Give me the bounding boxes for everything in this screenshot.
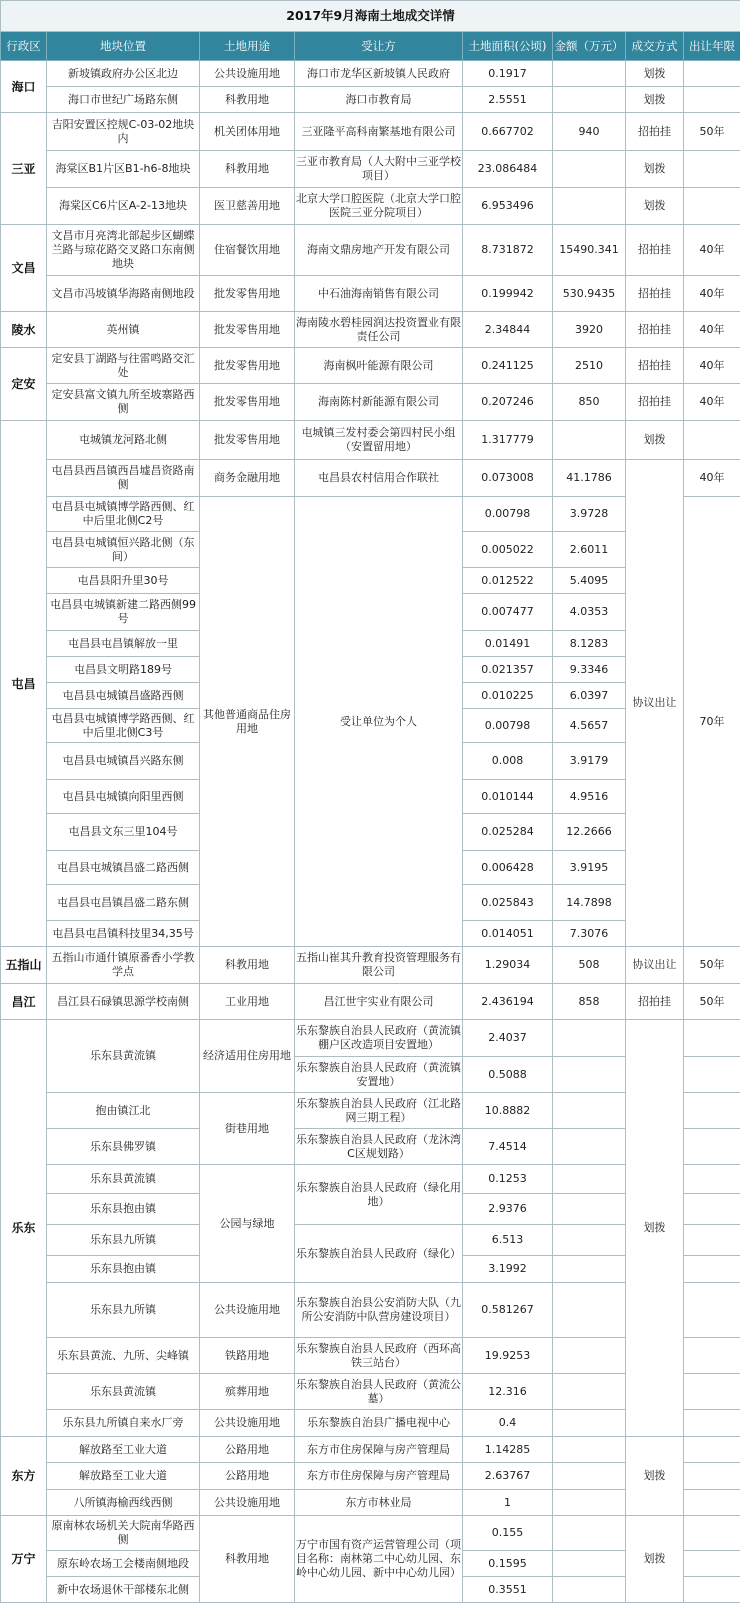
location-cell: 屯昌县屯城镇昌盛路西侧 bbox=[47, 683, 200, 709]
table-row bbox=[1, 984, 740, 1020]
district-cell: 定安 bbox=[1, 348, 47, 421]
table-row bbox=[1, 384, 740, 421]
location-cell: 原南林农场机关大院南华路西侧 bbox=[47, 1516, 200, 1551]
column-header-area: 土地面积(公顷) bbox=[463, 32, 553, 61]
area-cell: 0.155 bbox=[463, 1516, 553, 1551]
amount-cell bbox=[553, 1020, 626, 1057]
term-cell bbox=[684, 1463, 740, 1490]
amount-cell bbox=[553, 1410, 626, 1437]
table-row bbox=[1, 421, 740, 460]
land-use-cell: 殡葬用地 bbox=[200, 1374, 295, 1410]
location-cell: 解放路至工业大道 bbox=[47, 1437, 200, 1463]
location-cell: 乐东县佛罗镇 bbox=[47, 1129, 200, 1165]
amount-cell: 3.9728 bbox=[553, 497, 626, 532]
table-row bbox=[1, 188, 740, 225]
amount-cell: 4.0353 bbox=[553, 594, 626, 631]
location-cell: 乐东县黄流、九所、尖峰镇 bbox=[47, 1338, 200, 1374]
transferee-cell: 乐东黎族自治县广播电视中心 bbox=[295, 1410, 463, 1437]
term-cell: 50年 bbox=[684, 984, 740, 1020]
term-cell: 50年 bbox=[684, 113, 740, 151]
transferee-cell: 乐东黎族自治县人民政府（西环高铁三站台） bbox=[295, 1338, 463, 1374]
location-cell: 乐东县抱由镇 bbox=[47, 1194, 200, 1225]
amount-cell bbox=[553, 1283, 626, 1338]
transferee-cell: 乐东黎族自治县人民政府（绿化用地） bbox=[295, 1165, 463, 1225]
table-row bbox=[1, 225, 740, 276]
land-use-cell: 科教用地 bbox=[200, 1516, 295, 1603]
area-cell: 0.00798 bbox=[463, 709, 553, 743]
term-cell bbox=[684, 1165, 740, 1194]
transferee-cell: 乐东黎族自治县公安消防大队（九所公安消防中队营房建设项目） bbox=[295, 1283, 463, 1338]
location-cell: 屯城镇龙河路北侧 bbox=[47, 421, 200, 460]
table-row bbox=[1, 1516, 740, 1551]
land-use-cell: 住宿餐饮用地 bbox=[200, 225, 295, 276]
transaction-method-cell: 招拍挂 bbox=[626, 348, 684, 384]
term-cell: 40年 bbox=[684, 276, 740, 312]
column-header-amount: 金额（万元） bbox=[553, 32, 626, 61]
term-cell bbox=[684, 1283, 740, 1338]
transaction-method-cell: 划拨 bbox=[626, 188, 684, 225]
area-cell: 0.3551 bbox=[463, 1577, 553, 1603]
table-row bbox=[1, 151, 740, 188]
location-cell: 屯昌县西昌镇西昌墟昌资路南侧 bbox=[47, 460, 200, 497]
area-cell: 0.1595 bbox=[463, 1551, 553, 1577]
amount-cell: 850 bbox=[553, 384, 626, 421]
location-cell: 海棠区C6片区A-2-13地块 bbox=[47, 188, 200, 225]
table-row bbox=[1, 1437, 740, 1463]
transferee-cell: 屯昌县农村信用合作联社 bbox=[295, 460, 463, 497]
location-cell: 英州镇 bbox=[47, 312, 200, 348]
amount-cell bbox=[553, 1577, 626, 1603]
column-header-term: 出让年限 bbox=[684, 32, 740, 61]
land-use-cell: 机关团体用地 bbox=[200, 113, 295, 151]
transferee-cell: 海南陈村新能源有限公司 bbox=[295, 384, 463, 421]
location-cell: 解放路至工业大道 bbox=[47, 1463, 200, 1490]
area-cell: 6.513 bbox=[463, 1225, 553, 1256]
transaction-method-cell: 招拍挂 bbox=[626, 225, 684, 276]
amount-cell: 9.3346 bbox=[553, 657, 626, 683]
location-cell: 屯昌县屯城镇昌兴路东侧 bbox=[47, 743, 200, 780]
transaction-method-cell: 协议出让 bbox=[626, 460, 684, 947]
table-row bbox=[1, 87, 740, 113]
location-cell: 文昌市月亮湾北部起步区蝴蝶兰路与琼花路交叉路口东南侧地块 bbox=[47, 225, 200, 276]
amount-cell bbox=[553, 1490, 626, 1516]
amount-cell bbox=[553, 188, 626, 225]
area-cell: 0.1253 bbox=[463, 1165, 553, 1194]
land-use-cell: 经济适用住房用地 bbox=[200, 1020, 295, 1093]
land-use-cell: 公路用地 bbox=[200, 1463, 295, 1490]
district-cell: 文昌 bbox=[1, 225, 47, 312]
amount-cell: 858 bbox=[553, 984, 626, 1020]
term-cell: 40年 bbox=[684, 225, 740, 276]
location-cell: 屯昌县文东三里104号 bbox=[47, 814, 200, 851]
location-cell: 乐东县黄流镇 bbox=[47, 1020, 200, 1093]
table-row bbox=[1, 61, 740, 87]
amount-cell: 4.9516 bbox=[553, 780, 626, 814]
amount-cell: 3920 bbox=[553, 312, 626, 348]
term-cell bbox=[684, 421, 740, 460]
transferee-cell: 海南枫叶能源有限公司 bbox=[295, 348, 463, 384]
area-cell: 0.006428 bbox=[463, 851, 553, 885]
transaction-method-cell: 招拍挂 bbox=[626, 384, 684, 421]
amount-cell: 6.0397 bbox=[553, 683, 626, 709]
area-cell: 3.1992 bbox=[463, 1256, 553, 1283]
area-cell: 0.241125 bbox=[463, 348, 553, 384]
land-use-cell: 街巷用地 bbox=[200, 1093, 295, 1165]
column-header-location: 地块位置 bbox=[47, 32, 200, 61]
term-cell: 40年 bbox=[684, 460, 740, 497]
term-cell bbox=[684, 61, 740, 87]
land-use-cell: 工业用地 bbox=[200, 984, 295, 1020]
term-cell bbox=[684, 1374, 740, 1410]
land-use-cell: 批发零售用地 bbox=[200, 421, 295, 460]
amount-cell bbox=[553, 1194, 626, 1225]
amount-cell bbox=[553, 1516, 626, 1551]
land-use-cell: 批发零售用地 bbox=[200, 384, 295, 421]
transferee-cell: 受让单位为个人 bbox=[295, 497, 463, 947]
amount-cell: 2510 bbox=[553, 348, 626, 384]
location-cell: 五指山市通什镇原番香小学教学点 bbox=[47, 947, 200, 984]
land-use-cell: 科教用地 bbox=[200, 151, 295, 188]
location-cell: 屯昌县屯城镇博学路西侧、红中后里北侧C2号 bbox=[47, 497, 200, 532]
table-row bbox=[1, 312, 740, 348]
area-cell: 1.317779 bbox=[463, 421, 553, 460]
land-use-cell: 科教用地 bbox=[200, 87, 295, 113]
area-cell: 0.01491 bbox=[463, 631, 553, 657]
term-cell bbox=[684, 87, 740, 113]
location-cell: 乐东县九所镇 bbox=[47, 1225, 200, 1256]
location-cell: 海棠区B1片区B1-h6-8地块 bbox=[47, 151, 200, 188]
location-cell: 乐东县抱由镇 bbox=[47, 1256, 200, 1283]
area-cell: 1.29034 bbox=[463, 947, 553, 984]
district-cell: 五指山 bbox=[1, 947, 47, 984]
area-cell: 0.014051 bbox=[463, 921, 553, 947]
land-use-cell: 公路用地 bbox=[200, 1437, 295, 1463]
transferee-cell: 海口市龙华区新坡镇人民政府 bbox=[295, 61, 463, 87]
area-cell: 6.953496 bbox=[463, 188, 553, 225]
area-cell: 10.8882 bbox=[463, 1093, 553, 1129]
title-row bbox=[1, 1, 740, 32]
transferee-cell: 海南文鼎房地产开发有限公司 bbox=[295, 225, 463, 276]
term-cell: 40年 bbox=[684, 312, 740, 348]
header-row bbox=[1, 32, 740, 61]
area-cell: 0.012522 bbox=[463, 568, 553, 594]
term-cell bbox=[684, 1020, 740, 1057]
land-use-cell: 批发零售用地 bbox=[200, 348, 295, 384]
term-cell bbox=[684, 1256, 740, 1283]
amount-cell bbox=[553, 1057, 626, 1093]
transaction-method-cell: 招拍挂 bbox=[626, 312, 684, 348]
term-cell bbox=[684, 1057, 740, 1093]
location-cell: 屯昌县屯城镇博学路西侧、红中后里北侧C3号 bbox=[47, 709, 200, 743]
location-cell: 屯昌县屯昌镇科技里34,35号 bbox=[47, 921, 200, 947]
land-use-cell: 铁路用地 bbox=[200, 1338, 295, 1374]
location-cell: 八所镇海榆西线西侧 bbox=[47, 1490, 200, 1516]
location-cell: 昌江县石碌镇思源学校南侧 bbox=[47, 984, 200, 1020]
amount-cell: 530.9435 bbox=[553, 276, 626, 312]
location-cell: 定安县富文镇九所至坡寨路西侧 bbox=[47, 384, 200, 421]
land-use-cell: 公共设施用地 bbox=[200, 61, 295, 87]
term-cell: 40年 bbox=[684, 348, 740, 384]
location-cell: 屯昌县屯城镇昌盛二路西侧 bbox=[47, 851, 200, 885]
transferee-cell: 乐东黎族自治县人民政府（黄流公墓） bbox=[295, 1374, 463, 1410]
area-cell: 2.436194 bbox=[463, 984, 553, 1020]
district-cell: 屯昌 bbox=[1, 421, 47, 947]
land-use-cell: 公共设施用地 bbox=[200, 1490, 295, 1516]
transferee-cell: 乐东黎族自治县人民政府（龙沐湾C区规划路） bbox=[295, 1129, 463, 1165]
district-cell: 东方 bbox=[1, 1437, 47, 1516]
location-cell: 屯昌县阳升里30号 bbox=[47, 568, 200, 594]
area-cell: 0.025284 bbox=[463, 814, 553, 851]
area-cell: 2.63767 bbox=[463, 1463, 553, 1490]
location-cell: 乐东县九所镇 bbox=[47, 1283, 200, 1338]
amount-cell: 5.4095 bbox=[553, 568, 626, 594]
transferee-cell: 昌江世宇实业有限公司 bbox=[295, 984, 463, 1020]
transferee-cell: 五指山崔其升教育投资管理服务有限公司 bbox=[295, 947, 463, 984]
district-cell: 万宁 bbox=[1, 1516, 47, 1603]
area-cell: 8.731872 bbox=[463, 225, 553, 276]
area-cell: 0.007477 bbox=[463, 594, 553, 631]
term-cell bbox=[684, 1338, 740, 1374]
amount-cell bbox=[553, 61, 626, 87]
location-cell: 定安县丁湖路与往雷鸣路交汇处 bbox=[47, 348, 200, 384]
area-cell: 0.1917 bbox=[463, 61, 553, 87]
land-use-cell: 公共设施用地 bbox=[200, 1410, 295, 1437]
amount-cell: 940 bbox=[553, 113, 626, 151]
transferee-cell: 乐东黎族自治县人民政府（黄流镇安置地） bbox=[295, 1057, 463, 1093]
term-cell bbox=[684, 1437, 740, 1463]
table-row bbox=[1, 113, 740, 151]
area-cell: 2.9376 bbox=[463, 1194, 553, 1225]
transferee-cell: 中石油海南销售有限公司 bbox=[295, 276, 463, 312]
amount-cell bbox=[553, 421, 626, 460]
column-header-land-use: 土地用途 bbox=[200, 32, 295, 61]
transferee-cell: 东方市住房保障与房产管理局 bbox=[295, 1463, 463, 1490]
amount-cell: 3.9195 bbox=[553, 851, 626, 885]
amount-cell bbox=[553, 1463, 626, 1490]
table-body bbox=[1, 61, 740, 1603]
location-cell: 乐东县九所镇自来水厂旁 bbox=[47, 1410, 200, 1437]
amount-cell bbox=[553, 1437, 626, 1463]
amount-cell bbox=[553, 1338, 626, 1374]
table-row bbox=[1, 1020, 740, 1057]
table-row bbox=[1, 460, 740, 497]
amount-cell: 8.1283 bbox=[553, 631, 626, 657]
table-title: 2017年9月海南土地成交详情 bbox=[1, 1, 740, 32]
land-use-cell: 商务金融用地 bbox=[200, 460, 295, 497]
term-cell bbox=[684, 1516, 740, 1551]
land-use-cell: 公园与绿地 bbox=[200, 1165, 295, 1283]
term-cell bbox=[684, 1194, 740, 1225]
location-cell: 文昌市冯坡镇华海路南侧地段 bbox=[47, 276, 200, 312]
transaction-method-cell: 招拍挂 bbox=[626, 984, 684, 1020]
location-cell: 新中农场退休干部楼东北侧 bbox=[47, 1577, 200, 1603]
area-cell: 1 bbox=[463, 1490, 553, 1516]
amount-cell bbox=[553, 1551, 626, 1577]
land-use-cell: 公共设施用地 bbox=[200, 1283, 295, 1338]
area-cell: 0.021357 bbox=[463, 657, 553, 683]
term-cell bbox=[684, 1490, 740, 1516]
location-cell: 原东岭农场工会楼南侧地段 bbox=[47, 1551, 200, 1577]
transferee-cell: 万宁市国有资产运营管理公司（项目名称：南林第二中心幼儿园、东岭中心幼儿园、新中中心幼儿园） bbox=[295, 1516, 463, 1603]
area-cell: 0.005022 bbox=[463, 532, 553, 568]
amount-cell: 14.7898 bbox=[553, 885, 626, 921]
location-cell: 屯昌县屯昌镇解放一里 bbox=[47, 631, 200, 657]
amount-cell: 15490.341 bbox=[553, 225, 626, 276]
district-cell: 海口 bbox=[1, 61, 47, 113]
column-header-transaction-method: 成交方式 bbox=[626, 32, 684, 61]
transferee-cell: 乐东黎族自治县人民政府（黄流镇棚户区改造项目安置地） bbox=[295, 1020, 463, 1057]
amount-cell bbox=[553, 87, 626, 113]
land-use-cell: 科教用地 bbox=[200, 947, 295, 984]
area-cell: 0.010144 bbox=[463, 780, 553, 814]
term-cell bbox=[684, 1093, 740, 1129]
column-header-district: 行政区 bbox=[1, 32, 47, 61]
area-cell: 2.34844 bbox=[463, 312, 553, 348]
amount-cell bbox=[553, 1165, 626, 1194]
table-row bbox=[1, 947, 740, 984]
amount-cell: 4.5657 bbox=[553, 709, 626, 743]
term-cell bbox=[684, 1410, 740, 1437]
transaction-method-cell: 划拨 bbox=[626, 1437, 684, 1516]
land-use-cell: 其他普通商品住房用地 bbox=[200, 497, 295, 947]
land-use-cell: 批发零售用地 bbox=[200, 276, 295, 312]
transaction-method-cell: 划拨 bbox=[626, 421, 684, 460]
amount-cell: 508 bbox=[553, 947, 626, 984]
area-cell: 0.207246 bbox=[463, 384, 553, 421]
amount-cell bbox=[553, 151, 626, 188]
column-header-transferee: 受让方 bbox=[295, 32, 463, 61]
table-row bbox=[1, 348, 740, 384]
area-cell: 7.4514 bbox=[463, 1129, 553, 1165]
transferee-cell: 三亚隆平高科南繁基地有限公司 bbox=[295, 113, 463, 151]
area-cell: 0.5088 bbox=[463, 1057, 553, 1093]
district-cell: 陵水 bbox=[1, 312, 47, 348]
transferee-cell: 三亚市教育局（人大附中三亚学校项目） bbox=[295, 151, 463, 188]
area-cell: 0.4 bbox=[463, 1410, 553, 1437]
district-cell: 昌江 bbox=[1, 984, 47, 1020]
term-cell bbox=[684, 151, 740, 188]
transaction-method-cell: 招拍挂 bbox=[626, 276, 684, 312]
term-cell bbox=[684, 1225, 740, 1256]
term-cell bbox=[684, 1551, 740, 1577]
transaction-method-cell: 协议出让 bbox=[626, 947, 684, 984]
transferee-cell: 屯城镇三发村委会第四村民小组（安置留用地） bbox=[295, 421, 463, 460]
area-cell: 0.010225 bbox=[463, 683, 553, 709]
transaction-method-cell: 划拨 bbox=[626, 61, 684, 87]
location-cell: 新坡镇政府办公区北边 bbox=[47, 61, 200, 87]
amount-cell: 3.9179 bbox=[553, 743, 626, 780]
transferee-cell: 乐东黎族自治县人民政府（江北路网三期工程） bbox=[295, 1093, 463, 1129]
amount-cell bbox=[553, 1093, 626, 1129]
area-cell: 0.667702 bbox=[463, 113, 553, 151]
land-use-cell: 批发零售用地 bbox=[200, 312, 295, 348]
location-cell: 屯昌县屯昌镇昌盛二路东侧 bbox=[47, 885, 200, 921]
location-cell: 海口市世纪广场路东侧 bbox=[47, 87, 200, 113]
location-cell: 屯昌县屯城镇新建二路西侧99号 bbox=[47, 594, 200, 631]
term-cell bbox=[684, 188, 740, 225]
location-cell: 屯昌县屯城镇恒兴路北侧（东间） bbox=[47, 532, 200, 568]
area-cell: 0.199942 bbox=[463, 276, 553, 312]
area-cell: 0.073008 bbox=[463, 460, 553, 497]
location-cell: 屯昌县屯城镇向阳里西侧 bbox=[47, 780, 200, 814]
location-cell: 屯昌县文明路189号 bbox=[47, 657, 200, 683]
land-use-cell: 医卫慈善用地 bbox=[200, 188, 295, 225]
area-cell: 0.581267 bbox=[463, 1283, 553, 1338]
amount-cell bbox=[553, 1256, 626, 1283]
area-cell: 2.5551 bbox=[463, 87, 553, 113]
area-cell: 23.086484 bbox=[463, 151, 553, 188]
amount-cell: 7.3076 bbox=[553, 921, 626, 947]
district-cell: 三亚 bbox=[1, 113, 47, 225]
term-cell: 70年 bbox=[684, 497, 740, 947]
table-row bbox=[1, 276, 740, 312]
location-cell: 吉阳安置区控规C-03-02地块内 bbox=[47, 113, 200, 151]
transferee-cell: 东方市住房保障与房产管理局 bbox=[295, 1437, 463, 1463]
location-cell: 乐东县黄流镇 bbox=[47, 1374, 200, 1410]
transaction-method-cell: 划拨 bbox=[626, 1516, 684, 1603]
area-cell: 0.008 bbox=[463, 743, 553, 780]
transaction-method-cell: 划拨 bbox=[626, 87, 684, 113]
area-cell: 1.14285 bbox=[463, 1437, 553, 1463]
district-cell: 乐东 bbox=[1, 1020, 47, 1437]
transferee-cell: 东方市林业局 bbox=[295, 1490, 463, 1516]
amount-cell: 41.1786 bbox=[553, 460, 626, 497]
amount-cell bbox=[553, 1129, 626, 1165]
area-cell: 0.00798 bbox=[463, 497, 553, 532]
term-cell: 40年 bbox=[684, 384, 740, 421]
transferee-cell: 海南陵水碧桂园润达投资置业有限责任公司 bbox=[295, 312, 463, 348]
amount-cell bbox=[553, 1374, 626, 1410]
amount-cell: 2.6011 bbox=[553, 532, 626, 568]
area-cell: 2.4037 bbox=[463, 1020, 553, 1057]
location-cell: 乐东县黄流镇 bbox=[47, 1165, 200, 1194]
transaction-method-cell: 划拨 bbox=[626, 1020, 684, 1437]
amount-cell: 12.2666 bbox=[553, 814, 626, 851]
transferee-cell: 北京大学口腔医院（北京大学口腔医院三亚分院项目） bbox=[295, 188, 463, 225]
transaction-method-cell: 划拨 bbox=[626, 151, 684, 188]
transferee-cell: 乐东黎族自治县人民政府（绿化） bbox=[295, 1225, 463, 1283]
location-cell: 抱由镇江北 bbox=[47, 1093, 200, 1129]
amount-cell bbox=[553, 1225, 626, 1256]
term-cell: 50年 bbox=[684, 947, 740, 984]
term-cell bbox=[684, 1577, 740, 1603]
term-cell bbox=[684, 1129, 740, 1165]
area-cell: 19.9253 bbox=[463, 1338, 553, 1374]
transaction-method-cell: 招拍挂 bbox=[626, 113, 684, 151]
transferee-cell: 海口市教育局 bbox=[295, 87, 463, 113]
area-cell: 0.025843 bbox=[463, 885, 553, 921]
area-cell: 12.316 bbox=[463, 1374, 553, 1410]
